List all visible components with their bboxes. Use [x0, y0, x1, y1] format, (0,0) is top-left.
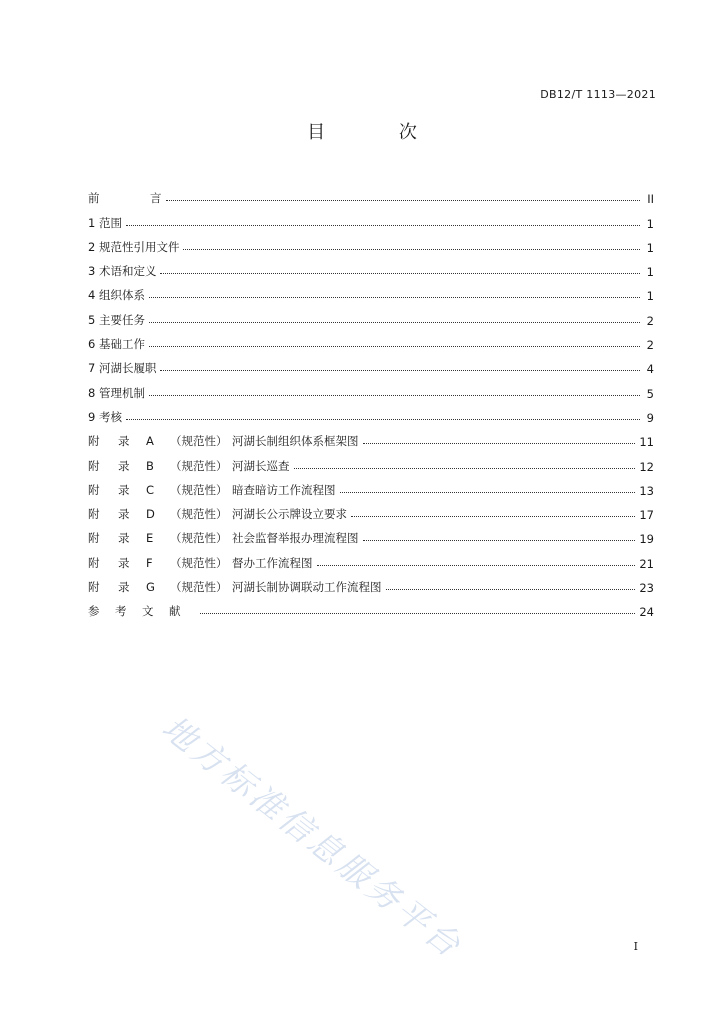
- toc-entry-page: 23: [639, 581, 654, 596]
- page-title: 目 次: [307, 122, 451, 143]
- toc-entry-section[interactable]: [88, 376, 654, 400]
- toc-leader-dots: [363, 529, 636, 543]
- toc-entry-label: 9 考核: [88, 409, 122, 424]
- toc-entry-page: 21: [639, 556, 654, 571]
- toc-entry-page: 13: [639, 483, 654, 498]
- toc-entry-section[interactable]: [88, 231, 654, 255]
- toc-entry-label: 3 术语和定义: [88, 264, 157, 279]
- toc-entry-page: 2: [646, 313, 654, 328]
- toc-leader-dots: [126, 408, 640, 422]
- toc-leader-dots: [149, 286, 640, 300]
- toc-leader-dots: [126, 214, 640, 228]
- toc-entry-label: 前 言: [88, 191, 162, 206]
- toc-entry-section[interactable]: [88, 328, 654, 352]
- toc-leader-dots: [166, 189, 641, 203]
- toc-entry-appendix[interactable]: [88, 425, 654, 449]
- toc-entry-label: 6 基础工作: [88, 337, 145, 352]
- toc-leader-dots: [149, 384, 640, 398]
- toc-entry-page: 9: [646, 410, 654, 425]
- toc-leader-dots: [160, 359, 640, 373]
- toc-entry-references[interactable]: [88, 595, 654, 619]
- toc-entry-page: 1: [646, 289, 654, 304]
- toc-leader-dots: [386, 578, 636, 592]
- toc-entry-section[interactable]: [88, 206, 654, 230]
- toc-leader-dots: [294, 457, 636, 471]
- watermark: 地方标准信息服务平台: [154, 707, 471, 967]
- toc-leader-dots: [160, 262, 640, 276]
- toc-entry-section[interactable]: [88, 401, 654, 425]
- toc-entry-label: 2 规范性引用文件: [88, 239, 180, 254]
- toc-entry-section[interactable]: [88, 279, 654, 303]
- toc-entry-label: 附 录 F （规范性） 督办工作流程图: [88, 555, 313, 570]
- toc-entry-page: 1: [646, 240, 654, 255]
- toc-entry-label: 附 录 A （规范性） 河湖长制组织体系框架图: [88, 434, 359, 449]
- toc-entry-appendix[interactable]: [88, 474, 654, 498]
- toc-entry-page: 24: [639, 605, 654, 620]
- toc-leader-dots: [149, 335, 640, 349]
- toc-entry-label: 4 组织体系: [88, 288, 145, 303]
- toc-entry-label: 附 录 C （规范性） 暗查暗访工作流程图: [88, 482, 336, 497]
- toc-leader-dots: [363, 432, 636, 446]
- toc-entry-appendix[interactable]: [88, 522, 654, 546]
- toc-entry-label: 参 考 文 献: [88, 604, 181, 619]
- toc-entry-page: 12: [639, 459, 654, 474]
- toc-entry-page: 2: [646, 338, 654, 353]
- toc-entry-section[interactable]: [88, 303, 654, 327]
- toc-entry-label: 附 录 G （规范性） 河湖长制协调联动工作流程图: [88, 580, 382, 595]
- toc-entry-appendix[interactable]: [88, 546, 654, 570]
- toc-entry-page: 1: [646, 216, 654, 231]
- toc-entry-page: 19: [639, 532, 654, 547]
- toc-leader-dots: [200, 602, 635, 616]
- toc-entry-page: 4: [646, 362, 654, 377]
- page-number: I: [633, 940, 638, 953]
- toc-entry-label: 附 录 E （规范性） 社会监督举报办理流程图: [88, 531, 359, 546]
- toc-entry-appendix[interactable]: [88, 571, 654, 595]
- table-of-contents: [88, 182, 654, 619]
- toc-entry-page: 1: [646, 265, 654, 280]
- toc-entry-preface[interactable]: [88, 182, 654, 206]
- toc-entry-section[interactable]: [88, 255, 654, 279]
- standard-code: DB12/T 1113—2021: [540, 88, 656, 101]
- toc-entry-appendix[interactable]: [88, 498, 654, 522]
- toc-entry-page: 11: [639, 435, 654, 450]
- toc-leader-dots: [317, 554, 636, 568]
- toc-entry-appendix[interactable]: [88, 449, 654, 473]
- toc-leader-dots: [351, 505, 635, 519]
- toc-entry-page: 5: [646, 386, 654, 401]
- toc-leader-dots: [340, 481, 636, 495]
- toc-entry-label: 5 主要任务: [88, 312, 145, 327]
- toc-entry-label: 附 录 D （规范性） 河湖长公示牌设立要求: [88, 507, 347, 522]
- toc-entry-page: II: [647, 192, 654, 207]
- toc-leader-dots: [183, 238, 640, 252]
- toc-entry-page: 17: [639, 508, 654, 523]
- toc-entry-section[interactable]: [88, 352, 654, 376]
- toc-entry-label: 7 河湖长履职: [88, 361, 157, 376]
- toc-leader-dots: [149, 311, 640, 325]
- toc-entry-label: 1 范围: [88, 215, 122, 230]
- toc-entry-label: 附 录 B （规范性） 河湖长巡查: [88, 458, 290, 473]
- toc-entry-label: 8 管理机制: [88, 385, 145, 400]
